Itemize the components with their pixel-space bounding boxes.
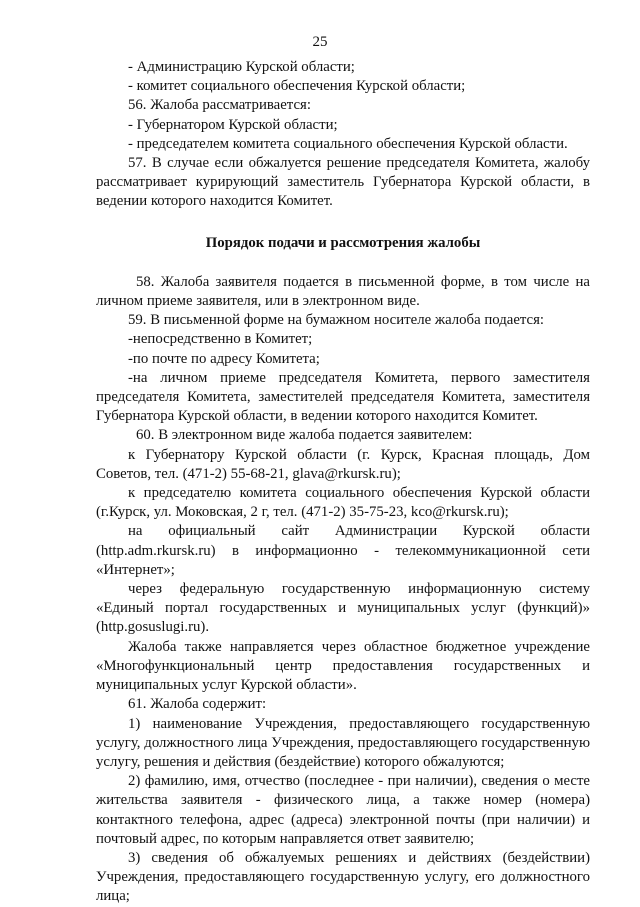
paragraph-list-item: - Губернатором Курской области; xyxy=(128,116,338,133)
paragraph-clause-56: 56. Жалоба рассматривается: xyxy=(128,97,311,114)
paragraph-list-item: -по почте по адресу Комитета; xyxy=(128,350,320,367)
paragraph-list-item: 1) наименование Учреждения, предоставляющего государственную услугу, должностного лица Учреждения, предоставляющего государственную услугу, решения и действия (бездействие) которого обжалуются; xyxy=(96,715,590,770)
page-number: 25 xyxy=(312,34,328,50)
paragraph-clause-60: 60. В электронном виде жалоба подается заявителем: xyxy=(136,427,473,444)
paragraph-list-item: 2) фамилию, имя, отчество (последнее - при наличии), сведения о месте жительства заявителя - физического лица, а также номер (номера) контактного телефона, адрес (адреса) электронной почты (при наличии) и почтовый адрес, по которым направляется ответ заявителю; xyxy=(96,773,590,847)
paragraph-list-item: 3) сведения об обжалуемых решениях и действиях (бездействии) Учреждения, предоставляющего государственную услугу, его должностного лица; xyxy=(96,849,590,905)
paragraph-list-item: к председателю комитета социального обеспечения Курской области (г.Курск, ул. Моковская, 2 г, тел. (471-2) 35-75-23, kco@rkursk.ru); xyxy=(96,485,590,521)
paragraph-mfc: Жалоба также направляется через областное бюджетное учреждение «Многофункциональный центр предоставления государственных и муниципальных услуг Курской области». xyxy=(96,638,590,694)
paragraph-list-item: -на личном приеме председателя Комитета, первого заместителя председателя Комитета, заместителей председателя Комитета, заместителя Губернатора Курской области, в ведении которого находится Комитет. xyxy=(96,369,590,425)
paragraph-clause-57: 57. В случае если обжалуется решение председателя Комитета, жалобу рассматривает курирующий заместитель Губернатора Курской области, в ведении которого находится Комитет. xyxy=(96,155,590,210)
paragraph-list-item: -непосредственно в Комитет; xyxy=(128,331,313,348)
paragraph-list-item: - председателем комитета социального обеспечения Курской области. xyxy=(128,135,568,152)
section-heading: Порядок подачи и рассмотрения жалобы xyxy=(205,234,481,251)
paragraph-clause-58: 58. Жалоба заявителя подается в письменной форме, в том числе на личном приеме заявителя, или в электронном виде. xyxy=(96,273,590,310)
paragraph-clause-61: 61. Жалоба содержит: xyxy=(128,696,267,713)
paragraph-list-item: на официальный сайт Администрации Курской области (http.adm.rkursk.ru) в информационно - телекоммуникационной сети «Интернет»; xyxy=(96,523,590,578)
paragraph-list-item: - комитет социального обеспечения Курской области; xyxy=(128,78,466,95)
paragraph-list-item: - Администрацию Курской области; xyxy=(128,59,355,75)
paragraph-clause-59: 59. В письменной форме на бумажном носителе жалоба подается: xyxy=(128,312,545,329)
paragraph-list-item: к Губернатору Курской области (г. Курск, Красная площадь, Дом Советов, тел. (471-2) 55-68-21, glava@rkursk.ru); xyxy=(96,446,590,482)
paragraph-list-item: через федеральную государственную информационную систему «Единый портал государственных и муниципальных услуг (функций)» (http.gosuslugi.ru). xyxy=(96,581,590,636)
document-body xyxy=(96,58,590,907)
